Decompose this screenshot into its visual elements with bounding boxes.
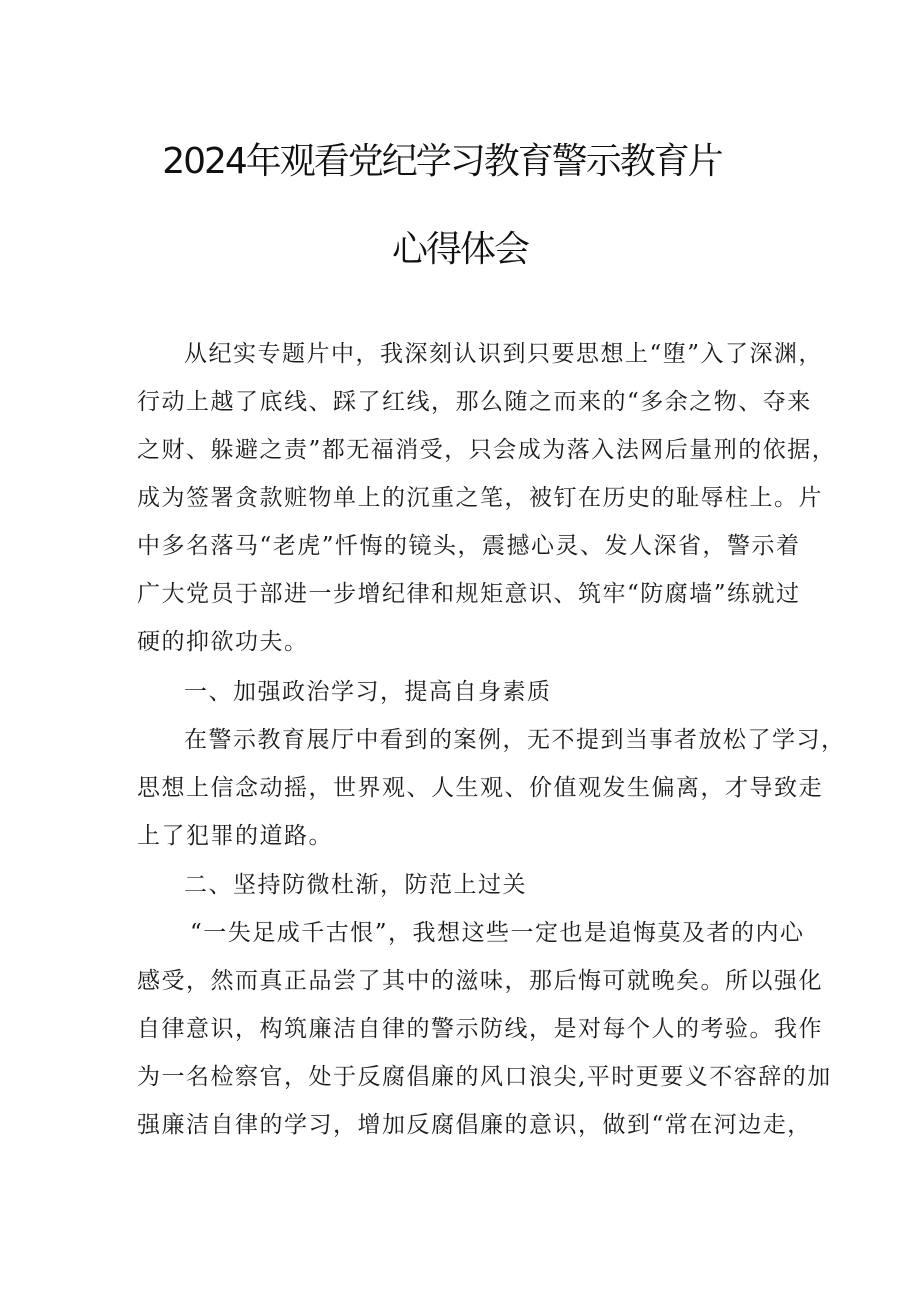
text-line-17: 强廉洁自律的学习，增加反腐倡廉的意识，做到“常在河边走， [137, 1112, 812, 1138]
text-line-5: 中多名落马“老虎”忏悔的镜头，震撼心灵、发人深省，警示着 [137, 533, 801, 559]
text-line-13: “一失足成千古恨”，我想这些一定也是追悔莫及者的内心 [190, 920, 805, 946]
text-line-10: 思想上信念动摇，世界观、人生观、价值观发生偏离，才导致走 [137, 775, 823, 801]
text-line-6: 广大党员于部进一步增纪律和规矩意识、筑牢“防腐墙”练就过 [137, 581, 801, 607]
section-heading-1: 一、加强政治学习，提高自身素质 [184, 679, 552, 705]
text-line-3: 之财、躲避之责”都无福消受，只会成为落入法网后量刑的依据， [137, 437, 837, 463]
text-line-7: 硬的抑欲功夫。 [137, 629, 309, 655]
text-line-2: 行动上越了底线、踩了红线，那么随之而来的“多余之物、夺来 [137, 389, 812, 415]
text-line-1: 从纪实专题片中，我深刻认识到只要思想上“堕”入了深渊， [184, 341, 824, 367]
document-title-line-1: 2024年观看党纪学习教育警示教育片 [162, 141, 722, 182]
document-title-line-2: 心得体会 [391, 229, 528, 270]
text-line-15: 自律意识，构筑廉洁自律的警示防线，是对每个人的考验。我作 [137, 1016, 823, 1042]
text-line-14: 感受，然而真正品尝了其中的滋味，那后悔可就晚矣。所以强化 [137, 968, 823, 994]
text-line-9: 在警示教育展厅中看到的案例，无不提到当事者放松了学习， [184, 727, 846, 753]
text-line-11: 上了犯罪的道路。 [137, 823, 333, 849]
section-heading-2: 二、坚持防微杜渐，防范上过关 [184, 872, 527, 898]
text-line-4: 成为签署贪款赃物单上的沉重之笔，被钉在历史的耻辱柱上。片 [137, 485, 823, 511]
text-line-16: 为一名检察官，处于反腐倡廉的风口浪尖,平时更要义不容辞的加 [137, 1064, 832, 1090]
